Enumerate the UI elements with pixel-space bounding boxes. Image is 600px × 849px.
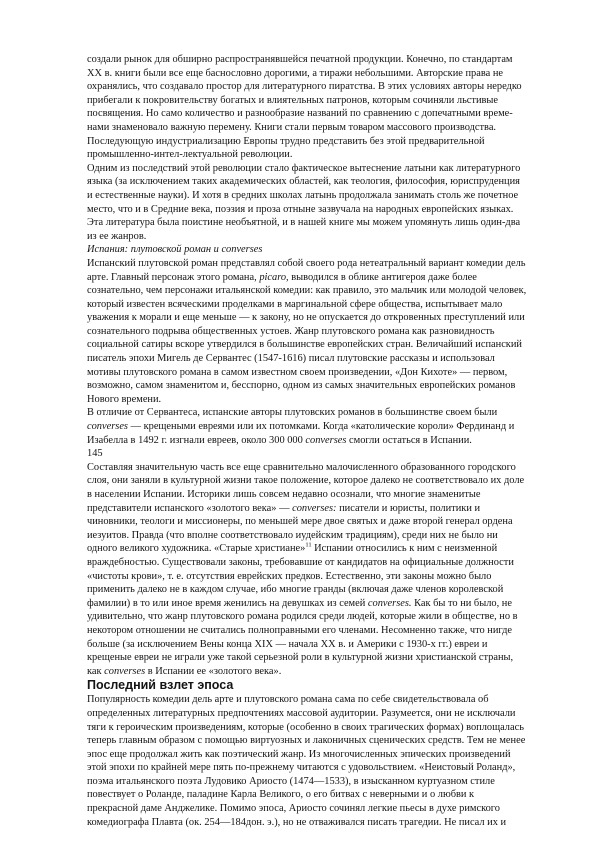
paragraph-conversos [87,406,527,447]
page-number: 145 [87,448,103,460]
text-run: Как бы то ни было, не удивительно, что жанр плутовского романа родился среди людей, которые жили в обществе, но в некотором отношении не считались полноправными его членами. Несомненно также, что нигде больше (за исключением Вены конца XIX — начала XX в. и Америки с 1930-х гг.) евреи и крещеные евреи не играли уже такой серьезной роли в культурной жизни христианской страны, как [87,597,518,677]
text-run: писатели и юристы, политики и чиновники, теологи и миссионеры, по меньшей мере двое святых и даже второй генерал ордена иезуитов. Правда (что вполне соответствовало иудейским традициям), среди них не было ни одного великого художника. «Старые христиане» [87,502,513,555]
text-run: Испанский плутовской роман представлял собой своего рода нетеатральный вариант комедии дель арте. Главный персонаж этого романа, [87,257,526,283]
text-run: Составляя значительную часть все еще сравнительно малочисленного образованного городского слоя, они заняли в культурной жизни такое положение, которое далеко не соответствовало их доле в населении Испании. Историки лишь совсем недавно осознали, что многие знаменитые представители испанского «золотого века» — [87,461,525,514]
paragraph-latin-decline: Одним из последствий этой революции стало фактическое вытеснение латыни как литературного языка (за исключением таких академических областей, как теология, философия, юриспруденция и естественные науки). И хотя в средних школах латынь продолжала занимать столь же почетное место, что и в Средние века, поэзия и проза отныне зазвучала на народных европейских языках. Эта литература была поистине необъятной, и в нашей книге мы можем упомянуть лишь один-два из ее жанров. [87,162,521,242]
text-run: В отличие от Сервантеса, испанские авторы плутовских романов в большинстве своем были [87,407,498,419]
paragraph-epic: Популярность комедии дель арте и плутовского романа сама по себе свидетельствовала об определенных литературных предпочтениях массовой аудитории. Разумеется, они не исключали тяги к героическим произведениям, которые (особенно в своих трагических формах) воплощалась теперь главным образом с помощью виртуозных и лаконичных сценических средств. Тем не менее эпос еще продолжал жить как поэтический жанр. Из многочисленных эпических произведений этой эпохи по крайней мере пять по-прежнему читаются с удовольствием. «Неистовый Роланд», поэма итальянского поэта Лудовико Ариосто (1474—1533), в изысканном куртуазном стиле повествует о Роланде, паладине Карла Великого, о его битвах с неверными и о любви к прекрасной даме Анджелике. Помимо эпоса, Ариосто сочинял легкие пьесы в духе римского комедиографа Плавта (ок. 254—184дон. э.), но не отваживался писать трагедии. Не писал их и [87,694,526,828]
paragraph-printing-market: создали рынок для обширно распространявшейся печатной продукции. Конечно, по стандартам XX в. книги были все еще баснословно дорогими, а тиражи небольшими. Авторские права не охранялись, что создавало простор для литературного пиратства. В этих условиях авторы нередко прибегали к покровительству богатых и влиятельных патронов, которым сочиняли льстивые посвящения. Но само количество и разнообразие названий по сравнению с допечатными време-нами знаменовало важную перемену. Книги стали первым товаром массового производства. Последующую индустриализацию Европы трудно представить без этой предварительной промышленно-интел-лектуальной революции. [87,54,522,161]
text-run: выводился в облике антигероя даже более сознательно, чем персонажи итальянской комедии: как правило, это мальчик или молодой человек, который известен всяческими проделками в маргинальной сфере общества, испытывает мало уважения к морали и еще меньше — к закону, но не опускается до откровенных преступлений или сознательного подрыва общественных устоев. Жанр плутовского романа как разновидность социальной сатиры вскоре утвердился в большинстве европейских стран. Величайший испанский писатель эпохи Мигель де Сервантес (1547-1616) писал плутовские рассказы и использовал мотивы плутовского романа в самом известном своем произведении, «Дон Кихоте» — первом, возможно, самом знаменитом и, бесспорно, одном из самых значительных европейских романов Нового времени. [87,271,527,405]
footnote-marker: 11 [305,541,312,549]
section-heading-epic: Последний взлет эпоса [87,678,234,693]
italic-term-converses: conversеs [305,434,347,446]
italic-term-converses: conversеs [104,665,146,677]
text-run: Испании относились к ним с неизменной враждебностью. Существовали законы, требовавшие от кандидатов на официальные должности «чистоты крови», т. е. отсутствия еврейских предков. Естественно, эти законы можно было применить далеко не в каждом случае, ибо многие гранды (включая даже членов королевской фамилии) в то или иное время женились на девушках из семей [87,543,514,609]
text-run: смогли остаться в Испании. [346,434,472,446]
document-page [87,53,527,829]
subsection-title-spain: Испания: плутовской роман и conversеs [87,244,263,256]
italic-term-converses: conversеs [87,421,128,433]
italic-term-converses: conversеs. [367,597,412,609]
text-run: — крещеными евреями или их потомками. Когда «католические короли» Фердинанд и Изабелла в 1492 г. изгнали евреев, около 300 000 [87,421,515,446]
paragraph-picaresque-novel [87,257,527,407]
paragraph-golden-age [87,461,527,679]
text-run: в Испании ее «золотого века». [145,665,282,677]
italic-term-picaro: picaro, [259,271,289,283]
italic-term-converses: conversеs: [292,502,337,514]
